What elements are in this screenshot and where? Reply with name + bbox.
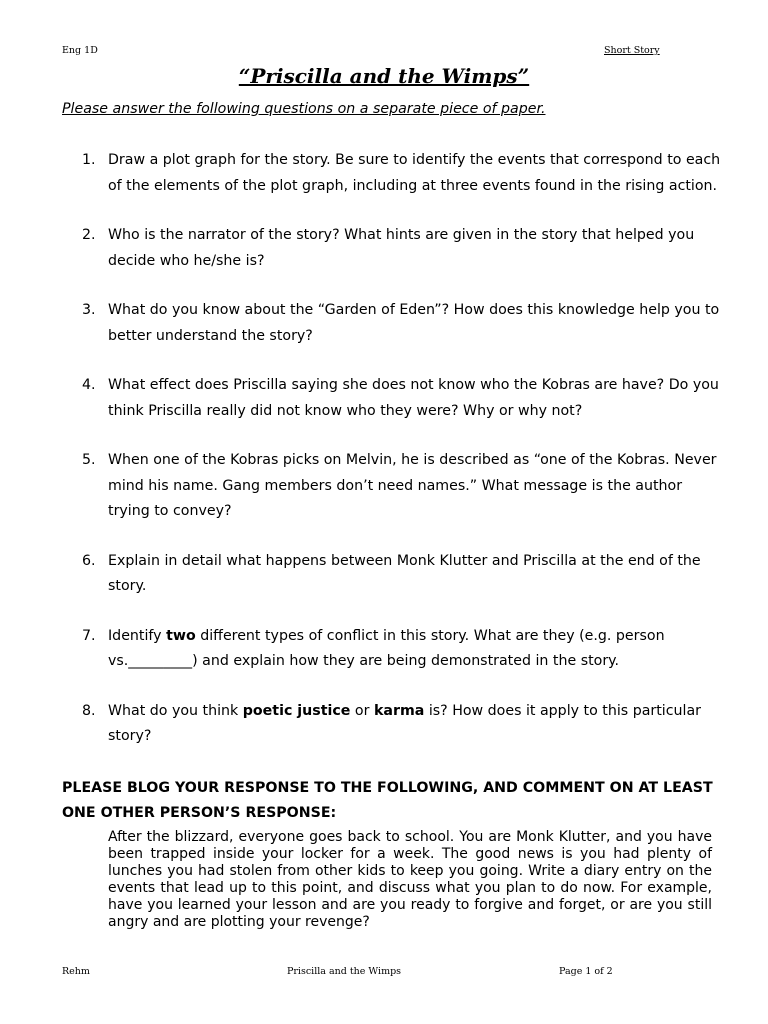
question-text: When one of the Kobras picks on Melvin, he is described as “one of the Kobras. Never mind his name. Gang members don’t need names.” What message is the author trying to convey? xyxy=(108,452,717,519)
question-text: What effect does Priscilla saying she does not know who the Kobras are have? Do you think Priscilla really did not know who they were? Why or why not? xyxy=(108,377,719,419)
question-number: 6. xyxy=(82,552,96,569)
question-number: 1. xyxy=(82,152,96,168)
question-number: 8. xyxy=(82,702,96,719)
emphasis-text: two xyxy=(166,627,196,644)
question-item xyxy=(82,549,722,600)
header-course: Eng 1D xyxy=(62,45,98,56)
title-text: “Priscilla and the Wimps” xyxy=(238,64,530,88)
question-text-part: or xyxy=(350,702,374,719)
blog-heading: PLEASE BLOG YOUR RESPONSE TO THE FOLLOWING, AND COMMENT ON AT LEAST ONE OTHER PERSON’S RESPONSE: xyxy=(62,780,713,821)
question-text: What do you know about the “Garden of Eden”? How does this knowledge help you to better understand the story? xyxy=(108,302,720,344)
header-unit: Short Story xyxy=(604,45,660,56)
question-item xyxy=(82,223,722,274)
question-number: 2. xyxy=(82,227,96,243)
question-text: Draw a plot graph for the story. Be sure to identify the events that correspond to each of the elements of the plot graph, including at three events found in the rising action. xyxy=(108,152,721,194)
question-item xyxy=(82,448,722,525)
emphasis-text: poetic justice xyxy=(242,702,351,719)
question-number: 3. xyxy=(82,302,96,318)
question-item xyxy=(82,624,722,675)
footer-author: Rehm xyxy=(62,966,90,977)
question-number: 7. xyxy=(82,627,96,644)
question-item xyxy=(82,373,722,424)
question-item xyxy=(82,148,722,199)
question-text-part: Identify xyxy=(108,627,167,644)
question-number: 4. xyxy=(82,377,96,393)
page-title xyxy=(0,64,768,88)
instructions: Please answer the following questions on a separate piece of paper. xyxy=(62,101,546,117)
blog-prompt: After the blizzard, everyone goes back to school. You are Monk Klutter, and you have been trapped inside your locker for a week. The good news is you had plenty of lunches you had stolen from other kids to keep you going. Write a diary entry on the events that lead up to this point, and discuss what you plan to do now. For example, have you learned your lesson and are you ready to forgive and forget, or are you still angry and are plotting your revenge? xyxy=(108,829,712,930)
footer-page-number: Page 1 of 2 xyxy=(559,966,613,977)
question-number: 5. xyxy=(82,452,96,468)
question-item xyxy=(82,699,722,750)
question-text-part: is? How does it apply to this particular story? xyxy=(108,702,701,744)
question-text-part: What do you think xyxy=(108,702,243,719)
emphasis-text: karma xyxy=(373,702,425,719)
question-text: Who is the narrator of the story? What hints are given in the story that helped you decide who he/she is? xyxy=(108,227,695,269)
question-text-part: different types of conflict in this story. What are they (e.g. person vs._________) and explain how they are being demonstrated in the story. xyxy=(108,627,665,669)
question-item xyxy=(82,298,722,349)
question-text: Explain in detail what happens between Monk Klutter and Priscilla at the end of the story. xyxy=(108,552,701,594)
footer-title: Priscilla and the Wimps xyxy=(287,966,402,977)
question-list xyxy=(82,148,722,774)
